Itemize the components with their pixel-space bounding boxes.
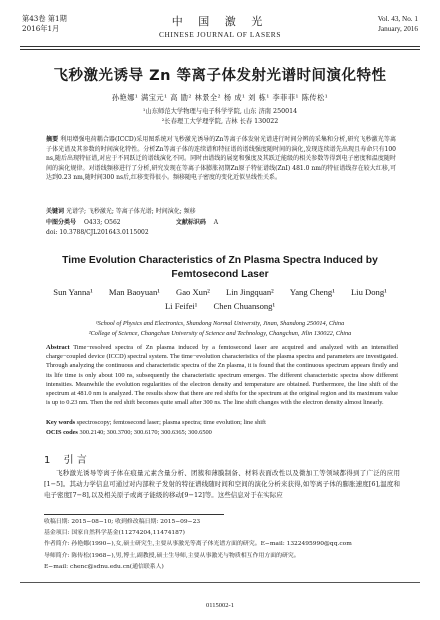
affiliations-en: [30, 319, 410, 339]
title-cn: 飞秒激光诱导 Zn 等离子体发射光谱时间演化特性: [53, 68, 387, 84]
keywords-cn-text: 光谱学; 飞秒激光; 等离子体光谱; 时间演化; 频移: [65, 208, 196, 215]
author-en: Sun Yanna¹: [53, 287, 93, 297]
volume-cn: 第43卷 第1期: [22, 14, 67, 23]
journal-name-en: CHINESE JOURNAL OF LASERS: [158, 30, 282, 39]
keywords-en-label: Key words: [46, 419, 76, 426]
footnote-received: 收稿日期: 2015−08−10; 收到修改稿日期: 2015−09−23: [44, 519, 201, 525]
footnote-advisor-bio: 导师简介: 陈传松(1968−),男,博士,副教授,硕士生导师,主要从事激光与物质相互作用方面的研究。: [44, 552, 300, 559]
footnote-funding: 基金项目: 国家自然科学基金(11274204,11474187): [44, 530, 185, 537]
author-en: Chen Chuansong¹: [213, 301, 276, 311]
classification-row: [46, 217, 218, 226]
keywords-cn-label: 关键词: [46, 208, 65, 215]
keywords-cn: [46, 206, 196, 215]
date-en: January, 2016: [378, 25, 418, 33]
footnote-contact: E−mail: chenc@sdnu.edu.cn(通信联系人): [44, 563, 164, 570]
journal-header: [0, 0, 440, 62]
date-cn: 2016年1月: [22, 24, 60, 33]
header-right: [378, 14, 418, 34]
ocis-text: 300.2140; 300.3700; 300.6170; 300.6365; 300.6500: [79, 429, 212, 436]
volume-en: Vol. 43, No. 1: [377, 15, 418, 23]
intro-paragraph: 飞秒激光诱导等离子体在痕量元素含量分析、团簇和薄膜制备、材料表面改性以及微加工等领域都得到了广泛的应用[1−5]。其动力学信息可通过对内部粒子发射的特征谱线随时间和空间的演化分析来获得,如等离子体的膨胀速度[6],温度和电子密度[7−8],以及相关原子或离子能级的移动[9−12]等。这些信息对于在实际应: [44, 469, 400, 499]
doc-code-value: A: [213, 219, 219, 226]
ocis-label: OCIS codes: [46, 429, 78, 436]
doi-label: doi:: [46, 229, 58, 236]
page-number: 0115002-1: [206, 602, 234, 609]
abstract-en: [46, 343, 398, 407]
section-heading: [44, 451, 87, 466]
author-en: Gao Xun²: [176, 287, 210, 297]
footnote-author-bio: 作者简介: 孙艳娜(1990−),女,硕士研究生,主要从事激光等离子体光谱方面的研究。E−mail: 1322495990@qq.com: [44, 541, 352, 548]
abstract-en-text: Time−resolved spectra of Zn plasma induced by a femtosecond laser are acquired and analyzed with an intensified charge−coupled device (ICCD) spectral system. The time−evolution characteristics of the plasma spectra and parameters are investigated. Through analyzing the continuous and characteristic spectra of the Zn plasma, it is found that the continuous spectrum appears firstly and its life time is only about 100 ns, subsequently the characteristic spectrum emerges. The different characteristic spectra show different intensities. Meanwhile the evolution regularities of the electron density and temperature are obtained. Furthermore, the line shift of the spectrum at 481.0 nm is analyzed. The results show that there are red shifts for the spectrum at the original region and its maximum value is up to 0.23 nm. Then the red shift becomes quite small after 300 ns. The line shift changes with the electron density almost linearly.: [46, 344, 398, 407]
abstract-cn-text: 利用增强电荷耦合器(ICCD)采用图系统对飞秒激光诱导的Zn等离子体发射光谱进行时间分辨的采集和分析,研究飞秒激光等离子体光谱及其参数的时间演化特性。分析Zn等离子体的连续谱和特征谱的谱线强度随时间的演化,发现连续谱先出现且寿命只有100 ns,随后出现特征谱,对应于不同跃迁的谱线演化不同。同时由谱线的展宽和强度及其跃迁能级的相关参数等得到电子密度和温度随时间的演化规律。对谱线频移进行了分析,研究发现在等离子体膨胀初期Zn原子特征谱线(ZnI) 481.0 nm的特征谱线存在较大红移,可达到0.23 nm,随时间300 ns后,红移变得很小。频移随电子密度的变化近似呈线性关系。: [46, 136, 396, 182]
affiliation-en-1: ¹School of Physics and Electronics, Shandong Normal University, Jinan, Shandong 250014, China: [95, 320, 345, 327]
author-en: Man Baoyuan¹: [108, 287, 160, 297]
footer-rule: [20, 582, 420, 583]
journal-name-cn: 中 国 激 光: [171, 15, 269, 28]
title-en: Time Evolution Characteristics of Zn Plasma Spectra Induced by Femtosecond Laser: [62, 255, 378, 280]
doi-value: 10.3788/CJL201643.0115002: [59, 229, 149, 236]
keywords-en-text: spectroscopy; femtosecond laser; plasma spectra; time evolution; line shift: [76, 419, 266, 426]
header-rule-thick: [20, 46, 420, 47]
affiliation-en-2: ²College of Science, Changchun University of Science and Technology, Changchun, Jilin 130022, China: [88, 330, 352, 337]
affiliation-cn-1: ¹山东师范大学物理与电子科学学院, 山东 济南 250014: [142, 108, 298, 115]
author-en: Yang Cheng¹: [289, 287, 335, 297]
abstract-en-label: Abstract: [46, 344, 70, 351]
author-en: Li Feifei¹: [164, 301, 198, 311]
clc-label: 中图分类号: [46, 219, 77, 226]
doi-row: [46, 229, 149, 236]
footnotes: [44, 517, 404, 573]
affiliations-cn: [0, 107, 440, 127]
author-en: Liu Dong¹: [350, 287, 387, 297]
section-title: 引 言: [63, 455, 87, 466]
doc-code-label: 文献标识码: [175, 219, 206, 226]
clc-value: O433; O562: [83, 219, 121, 226]
header-center: [0, 13, 440, 39]
authors-cn: 孙艳娜¹ 满宝元¹ 高 勖² 林景全² 杨 成¹ 刘 栋¹ 李菲菲¹ 陈传松¹: [111, 93, 329, 102]
abstract-cn: [46, 135, 396, 183]
section-number: 1: [44, 455, 51, 466]
author-en: Lin Jingquan²: [226, 287, 274, 297]
ocis-codes: [46, 429, 212, 436]
abstract-cn-label: 摘要: [46, 136, 59, 143]
header-rule-thin: [20, 49, 420, 50]
affiliation-cn-2: ²长春理工大学理学院, 吉林 长春 130022: [161, 118, 279, 125]
keywords-en: [46, 419, 266, 426]
authors-en: [30, 285, 410, 313]
footnote-rule: [44, 514, 224, 515]
